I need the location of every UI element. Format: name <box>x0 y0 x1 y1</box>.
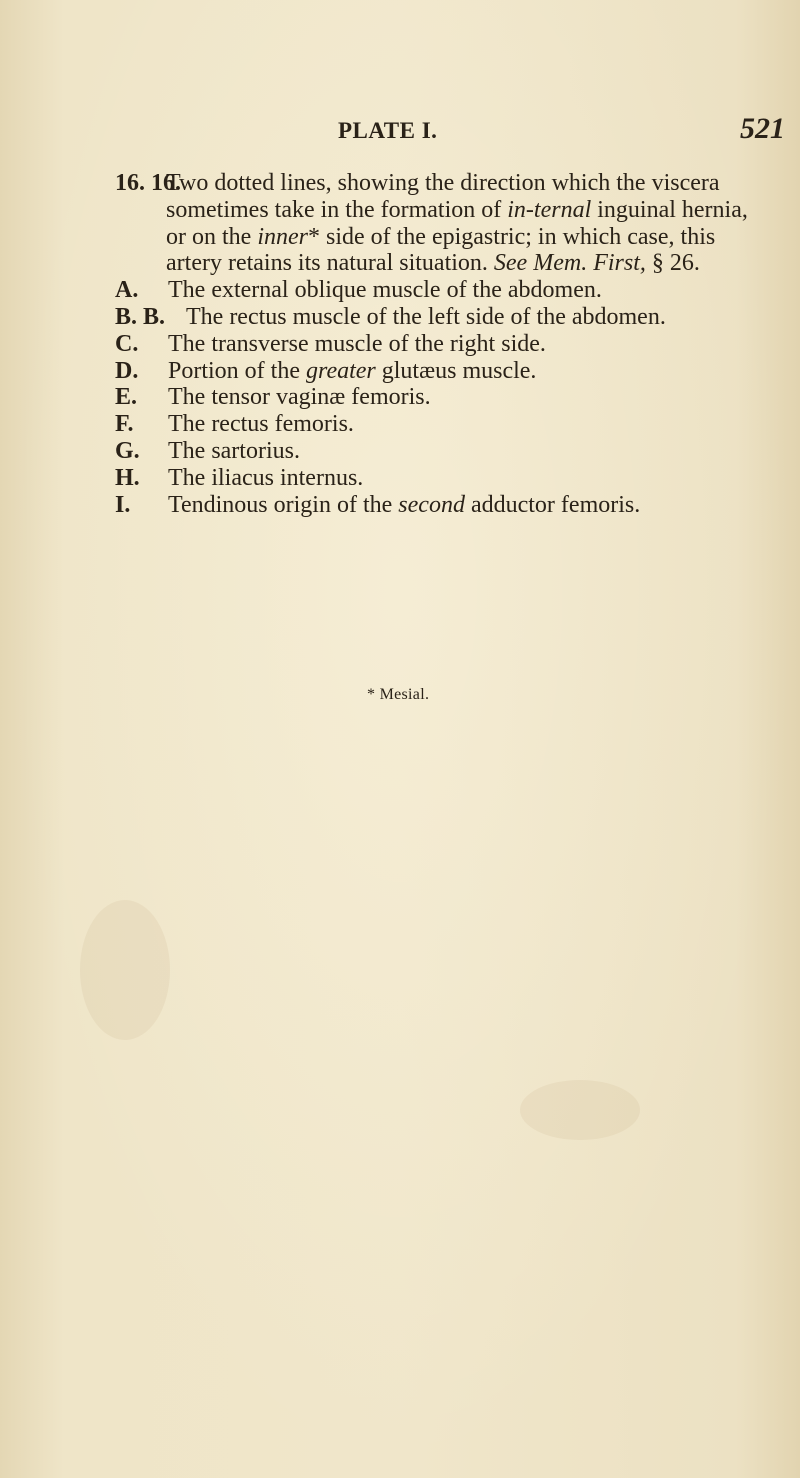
entry-text: The rectus femoris. <box>168 411 354 438</box>
text-run: * side of the epigastric; in which case, this artery retains its natural situation. <box>166 223 716 277</box>
legend-entry <box>115 277 765 304</box>
italic-run: greater <box>306 357 376 384</box>
legend-entry <box>115 331 765 358</box>
entry-key: E. <box>115 384 138 411</box>
text-run: Two dotted lines, showing the direction which the viscera sometimes take in the formation of <box>166 170 720 223</box>
legend-entry <box>115 465 765 492</box>
entry-text: The iliacus internus. <box>168 464 364 491</box>
italic-run: in-ternal <box>507 196 592 223</box>
italic-run: See Mem. First, <box>493 250 646 277</box>
footnote: * Mesial. <box>367 686 430 703</box>
text-run: glutæus muscle. <box>375 357 537 384</box>
entry-key: I. <box>115 491 131 518</box>
legend-entry <box>115 438 765 465</box>
page-header <box>0 112 800 148</box>
entry-key: F. <box>115 411 134 438</box>
entry-text <box>168 492 640 518</box>
entry-text: The rectus muscle of the left side of the abdomen. <box>186 303 666 330</box>
entry-key: H. <box>115 464 140 491</box>
entry-key: G. <box>115 437 140 464</box>
entry-text <box>168 358 536 384</box>
text-run: Tendinous origin of the <box>168 491 399 518</box>
entry-key: A. <box>115 277 139 304</box>
entry-text <box>166 170 748 276</box>
legend-entry <box>115 384 765 411</box>
legend-entry <box>115 358 765 385</box>
entry-key: C. <box>115 330 139 357</box>
legend-entry <box>115 492 765 519</box>
text-run: adductor femoris. <box>464 491 641 518</box>
text-run: Portion of the <box>168 357 306 384</box>
running-title: PLATE I. <box>338 118 438 143</box>
entry-key: B. B. <box>115 303 166 330</box>
italic-run: second <box>398 491 465 518</box>
entry-key: 16. 16. <box>115 170 181 196</box>
paper-stain <box>520 1080 640 1140</box>
italic-run: inner <box>257 223 308 250</box>
text-run: § 26. <box>645 250 700 277</box>
text-run: inguinal hernia, or on the <box>166 196 748 250</box>
paper-stain <box>80 900 170 1040</box>
entry-text: The tensor vaginæ femoris. <box>168 384 431 411</box>
page-number: 521 <box>740 112 785 145</box>
legend-entry <box>115 170 765 277</box>
entry-text: The sartorius. <box>168 437 300 464</box>
legend-entry <box>115 304 765 331</box>
entry-text: The transverse muscle of the right side. <box>168 330 546 357</box>
legend-entry <box>115 411 765 438</box>
plate-legend <box>115 170 765 518</box>
entry-text: The external oblique muscle of the abdomen. <box>168 277 602 304</box>
entry-key: D. <box>115 357 139 384</box>
